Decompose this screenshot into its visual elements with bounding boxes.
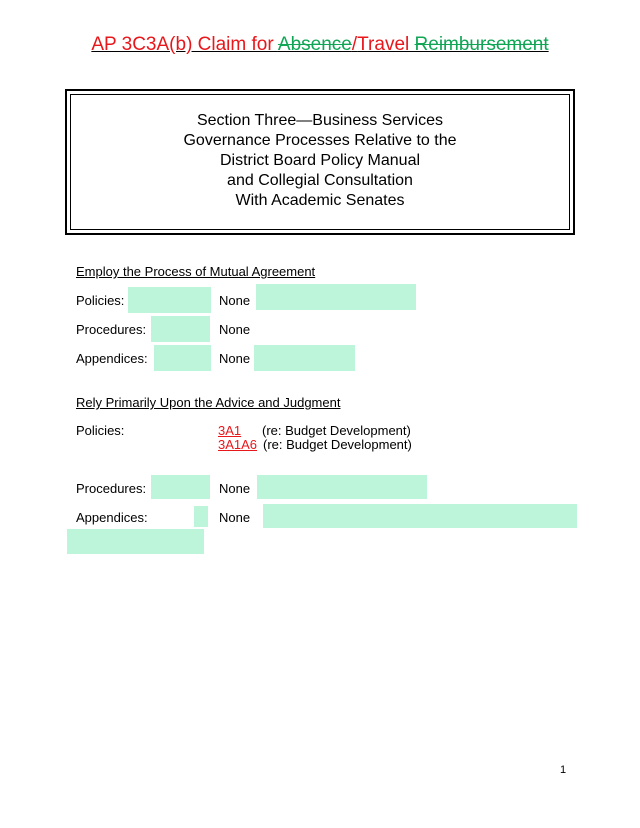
section-box-line: Section Three—Business Services (196, 112, 444, 129)
policy-note: (re: Budget Development) (262, 423, 411, 438)
aj-procedures-value-highlight (257, 475, 427, 499)
aj-procedures-highlight (151, 475, 210, 499)
title-travel: Travel (357, 34, 415, 55)
aj-policies-label: Policies: (76, 423, 125, 438)
aj-appendices-continuation-highlight (67, 529, 204, 554)
title-struck-absence: Absence (277, 34, 352, 55)
title-prefix: AP 3C3A(b) Claim for (91, 34, 278, 55)
title-struck-reimbursement: Reimbursement (414, 34, 549, 55)
document-title (0, 34, 640, 56)
policy-note: (re: Budget Development) (263, 437, 412, 452)
ma-policies-highlight (128, 287, 211, 313)
aj-appendices-value: None (219, 510, 251, 525)
ma-procedures-highlight (151, 316, 210, 342)
section-box-line: With Academic Senates (235, 192, 405, 209)
aj-appendices-value-highlight (263, 504, 577, 528)
section-box-line: District Board Policy Manual (219, 152, 421, 169)
aj-appendices-label: Appendices: (76, 510, 148, 525)
ma-policies-value-highlight (256, 284, 416, 310)
ma-policies-label: Policies: (76, 293, 125, 308)
ma-policies-value: None (219, 293, 251, 308)
policy-link-3a1a6[interactable]: 3A1A6 (218, 437, 258, 452)
ma-procedures-value: None (219, 322, 251, 337)
mutual-agreement-heading: Employ the Process of Mutual Agreement (76, 264, 316, 279)
ma-appendices-highlight (154, 345, 211, 371)
aj-procedures-label: Procedures: (76, 481, 147, 496)
aj-procedures-value: None (219, 481, 251, 496)
ma-appendices-label: Appendices: (76, 351, 148, 366)
title-slash: / (351, 34, 358, 55)
ma-procedures-label: Procedures: (76, 322, 147, 337)
policy-link-3a1[interactable]: 3A1 (218, 423, 242, 438)
section-box (65, 89, 575, 235)
page-number: 1 (560, 764, 567, 776)
section-box-text (67, 111, 573, 211)
ma-appendices-value-highlight (254, 345, 355, 371)
section-box-line: and Collegial Consultation (227, 172, 413, 189)
ma-appendices-value: None (219, 351, 251, 366)
aj-appendices-highlight (194, 506, 208, 527)
advice-judgment-heading: Rely Primarily Upon the Advice and Judgment (76, 395, 341, 410)
section-box-line: Governance Processes Relative to the (183, 132, 457, 149)
